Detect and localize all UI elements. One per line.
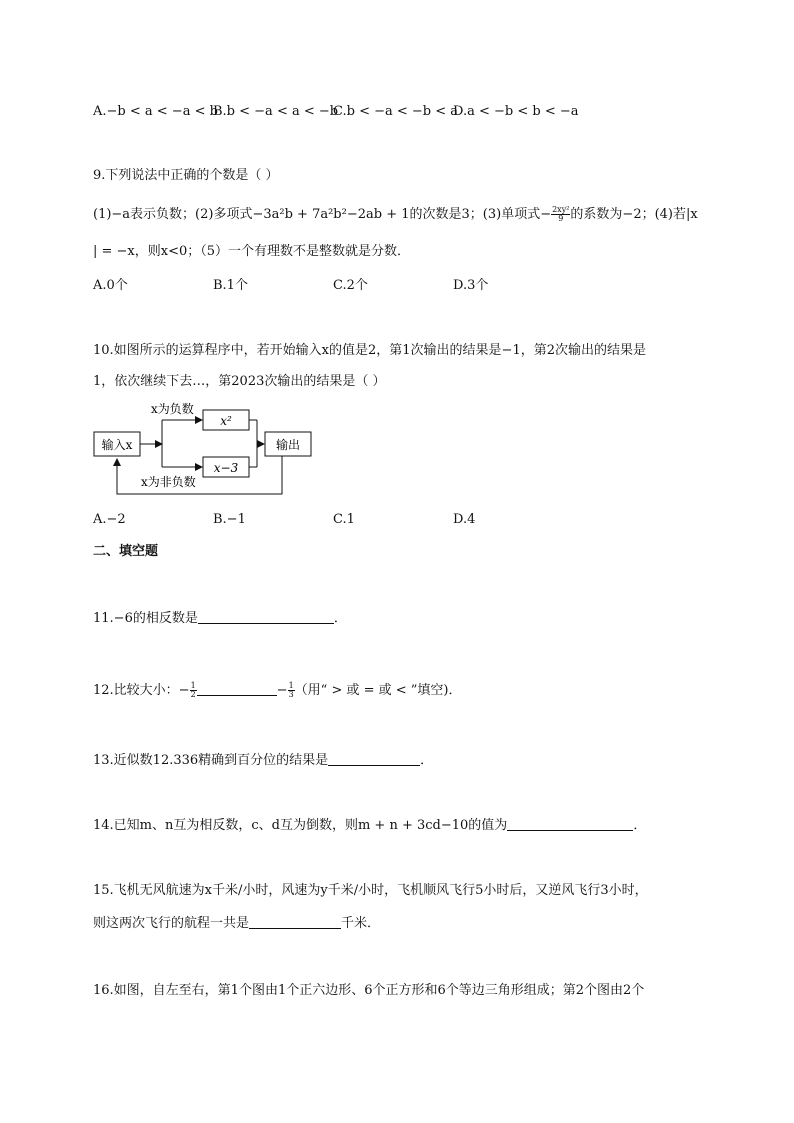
q9-fraction-numerator: 2xy² bbox=[552, 205, 570, 214]
q15-line2 bbox=[93, 914, 380, 933]
q10-stem-line1: 10.如图所示的运算程序中，若开始输入x的值是2，第1次输出的结果是−1，第2次输出的结果是 bbox=[93, 343, 646, 358]
q8-option-d: D.a < −b < b < −a bbox=[453, 104, 579, 119]
q12-fraction-1-numerator: 1 bbox=[190, 681, 196, 690]
q9-option-c: C.2个 bbox=[333, 278, 368, 293]
q8-option-b: B.b < −a < a < −b bbox=[213, 104, 339, 119]
q10-stem-line2: 1，依次继续下去…，第2023次输出的结果是（ ） bbox=[93, 374, 386, 389]
q10-option-d: D.4 bbox=[453, 512, 476, 527]
q14-period: ． bbox=[633, 818, 647, 833]
nonnegative-branch-label: x为非负数 bbox=[141, 475, 196, 489]
q12-fraction-1 bbox=[190, 682, 197, 699]
q12-instruction: （用“ > 或 = 或 < ”填空)． bbox=[294, 683, 462, 698]
q12 bbox=[93, 681, 462, 700]
q8-option-c: C.b < −a < −b < a bbox=[333, 104, 459, 119]
q12-fraction-2-denominator: 3 bbox=[288, 690, 294, 699]
q9-fraction-denominator: 9 bbox=[558, 214, 564, 223]
q14-answer-blank[interactable] bbox=[507, 816, 633, 831]
q11 bbox=[93, 609, 347, 628]
q8-option-a: A.−b < a < −a < b bbox=[93, 104, 218, 119]
q12-fraction-2-numerator: 1 bbox=[288, 681, 294, 690]
q10-option-a: A.−2 bbox=[93, 512, 126, 527]
output-box-label: 输出 bbox=[275, 438, 301, 452]
q10-option-b: B.−1 bbox=[213, 512, 246, 527]
q9-option-d: D.3个 bbox=[453, 278, 489, 293]
q10-option-c: C.1 bbox=[333, 512, 355, 527]
q14-text: 14.已知m、n互为相反数，c、d互为倒数，则m + n + 3cd−10的值为 bbox=[93, 818, 508, 833]
q12-text: 12.比较大小：− bbox=[93, 683, 190, 698]
section-heading-fill-in: 二、填空题 bbox=[93, 544, 159, 559]
q13-answer-blank[interactable] bbox=[328, 751, 420, 766]
q11-text: 11.−6的相反数是 bbox=[93, 611, 198, 626]
q13 bbox=[93, 751, 433, 770]
q15-unit: 千米． bbox=[341, 916, 381, 931]
q12-fraction-2 bbox=[288, 682, 295, 699]
q11-answer-blank[interactable] bbox=[198, 609, 334, 624]
q14 bbox=[93, 816, 646, 835]
q13-period: ． bbox=[420, 753, 434, 768]
q10-flow-diagram bbox=[85, 398, 325, 500]
q16-line1: 16.如图，自左至右，第1个图由1个正六边形、6个正方形和6个等边三角形组成；第2个图由2个 bbox=[93, 983, 645, 998]
q15-line1: 15.飞机无风航速为x千米/小时，风速为y千米/小时，飞机顺风飞行5小时后，又逆风飞行3小时， bbox=[93, 883, 648, 898]
input-box-label: 输入x bbox=[101, 438, 133, 452]
negative-branch-label: x为负数 bbox=[151, 402, 194, 416]
q11-period: ． bbox=[333, 611, 347, 626]
q9-statement-line1 bbox=[93, 206, 698, 224]
q12-fraction-1-denominator: 2 bbox=[190, 690, 196, 699]
square-box-label: x² bbox=[220, 414, 232, 428]
q13-text: 13.近似数12.336精确到百分位的结果是 bbox=[93, 753, 329, 768]
q9-option-b: B.1个 bbox=[213, 278, 248, 293]
q15-text: 则这两次飞行的航程一共是 bbox=[93, 916, 250, 931]
q9-fraction bbox=[551, 206, 570, 223]
q9-line1-part2: 的系数为−2；(4)若|x bbox=[570, 207, 698, 222]
minus-box-label: x−3 bbox=[213, 461, 239, 475]
q15-answer-blank[interactable] bbox=[249, 914, 341, 929]
q12-minus: − bbox=[276, 683, 288, 698]
q9-statement-line2: | = −x，则x<0；（5）一个有理数不是整数就是分数． bbox=[93, 244, 411, 259]
q9-stem: 9.下列说法中正确的个数是（ ） bbox=[93, 168, 279, 183]
q9-option-a: A.0个 bbox=[93, 278, 128, 293]
q12-answer-blank[interactable] bbox=[197, 681, 277, 696]
q9-line1-part1: (1)−a表示负数；(2)多项式−3a²b + 7a²b²−2ab + 1的次数是3；(3)单项式− bbox=[93, 207, 552, 222]
